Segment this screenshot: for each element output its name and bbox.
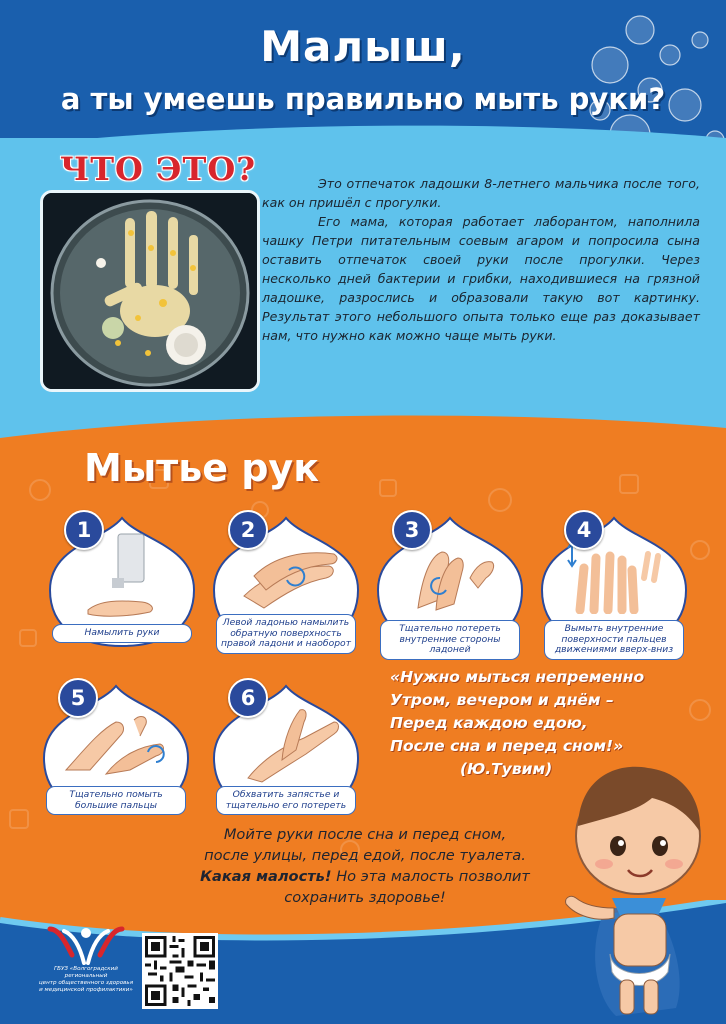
advice-line-1: Мойте руки после сна и перед сном, <box>223 826 507 843</box>
advice-line-3-rest: Но эта малость позволит <box>331 868 530 885</box>
poem-line-2: Утром, вечером и днём – <box>390 691 614 709</box>
step-4 <box>536 510 692 655</box>
advice-text <box>150 824 580 908</box>
step-1 <box>44 510 200 650</box>
step-4-number: 4 <box>564 510 604 550</box>
step-6 <box>208 678 364 818</box>
step-1-number: 1 <box>64 510 104 550</box>
step-3 <box>372 510 528 655</box>
poem-line-1: «Нужно мыться непременно <box>390 668 645 686</box>
poem-line-3: Перед каждою едою, <box>390 714 588 732</box>
step-1-caption: Намылить руки <box>52 624 192 643</box>
step-2 <box>208 510 364 650</box>
qr-code[interactable] <box>142 933 218 1009</box>
org-line-3: и медицинской профилактики» <box>39 987 133 993</box>
organization-logo <box>44 925 128 967</box>
boy-mascot-illustration <box>556 758 722 1022</box>
advice-line-4: сохранить здоровье! <box>284 889 446 906</box>
step-6-number: 6 <box>228 678 268 718</box>
info-paragraph-2: Его мама, которая работает лаборантом, наполнила чашку Петри питательным соевым агаром и попросила сына оставить отпечаток своей руки после прогулки. Через несколько дней бактерии и грибки, находившиеся на грязной ладошке, разрослись и образовали такую вот картинку. Результат этого небольшого опыта только еще раз доказывает нам, что нужно как можно чаще мыть руки. <box>262 214 700 343</box>
what-is-it-heading: ЧТО ЭТО? <box>60 150 256 188</box>
poem-author: (Ю.Тувим) <box>460 760 553 778</box>
org-line-1: ГБУЗ «Волгоградский региональный <box>54 966 118 979</box>
step-3-number: 3 <box>392 510 432 550</box>
advice-line-2: после улицы, перед едой, после туалета. <box>204 847 526 864</box>
washing-title: Мытье рук <box>84 446 319 490</box>
step-4-caption: Вымыть внутренние поверхности пальцев движениями вверх-вниз <box>544 620 684 660</box>
info-text <box>262 174 700 345</box>
petri-dish-image <box>40 190 260 392</box>
advice-emphasis: Какая малость! <box>200 868 332 885</box>
step-2-number: 2 <box>228 510 268 550</box>
step-5 <box>38 678 194 818</box>
poem-line-4: После сна и перед сном!» <box>390 737 624 755</box>
palms-rub-icon <box>402 538 502 616</box>
step-3-caption: Тщательно потереть внутренние стороны ладоней <box>380 620 520 660</box>
step-6-caption: Обхватить запястье и тщательно его потереть <box>216 786 356 815</box>
step-2-caption: Левой ладонью намылить обратную поверхность правой ладони и наоборот <box>216 614 356 654</box>
org-line-2: центр общественного здоровья <box>38 980 134 986</box>
step-5-number: 5 <box>58 678 98 718</box>
advice-line-3 <box>150 866 580 887</box>
step-5-caption: Тщательно помыть большие пальцы <box>46 786 186 815</box>
main-title: Малыш, <box>260 22 466 71</box>
organization-name <box>36 966 136 994</box>
info-paragraph-1: Это отпечаток ладошки 8-летнего мальчика после того, как он пришёл с прогулки. <box>262 176 700 210</box>
main-subtitle: а ты умеешь правильно мыть руки? <box>60 82 666 116</box>
